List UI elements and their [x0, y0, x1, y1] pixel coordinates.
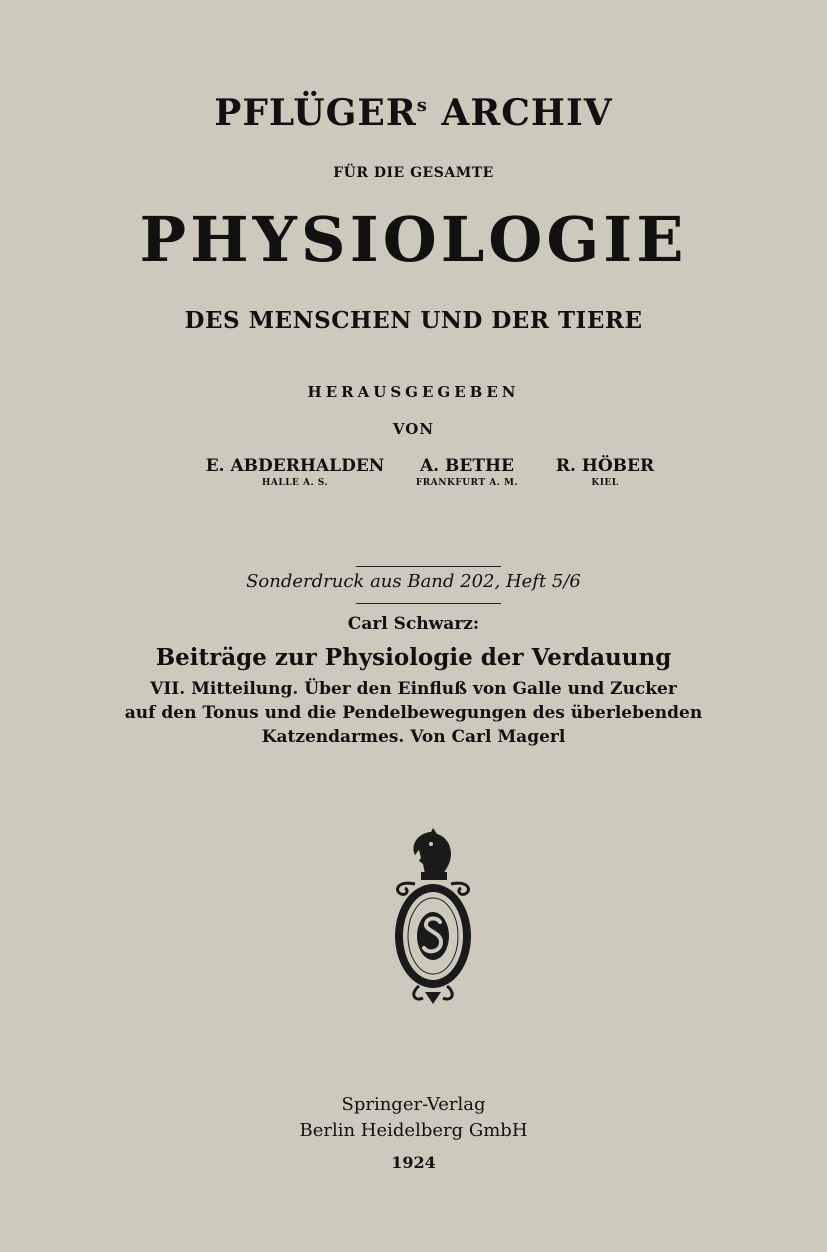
article-subtitle-line: auf den Tonus und die Pendelbewegungen des überlebenden — [124, 703, 703, 723]
edited-by: VON — [392, 420, 435, 438]
journal-subject: PHYSIOLOGIE — [139, 203, 688, 276]
journal-for-line: FÜR DIE GESAMTE — [333, 165, 494, 181]
article-subtitle-line: Katzendarmes. Von Carl Magerl — [261, 727, 566, 747]
article-subtitle-line: VII. Mitteilung. Über den Einfluß von Galle und Zucker — [150, 679, 677, 699]
editor-place: KIEL — [591, 478, 619, 488]
editor-name: R. HÖBER — [555, 456, 655, 476]
editor-name: A. BETHE — [419, 456, 515, 476]
journal-title: PFLÜGER$^s$ ARCHIV — [214, 92, 613, 134]
editor-name: E. ABDERHALDEN — [205, 456, 385, 476]
offprint-note: Sonderdruck aus Band 202, Heft 5/6 — [246, 571, 581, 592]
editor — [397, 456, 537, 488]
divider — [356, 603, 501, 604]
publisher-location: Berlin Heidelberg GmbH — [299, 1120, 528, 1141]
publisher-name: Springer-Verlag — [341, 1094, 486, 1115]
article-series-title: Beiträge zur Physiologie der Verdauung — [155, 644, 672, 671]
editor-place: FRANKFURT A. M. — [415, 478, 519, 488]
divider — [356, 566, 501, 567]
article-author: Carl Schwarz: — [347, 614, 480, 634]
editor — [540, 456, 670, 488]
editor-place: HALLE A. S. — [261, 478, 329, 488]
springer-horse-head-emblem-icon — [385, 828, 481, 1008]
editor-list — [195, 456, 675, 496]
journal-scope: DES MENSCHEN UND DER TIERE — [184, 307, 643, 334]
edited-label: HERAUSGEGEBEN — [307, 383, 520, 401]
publication-year: 1924 — [391, 1153, 436, 1172]
editor — [195, 456, 395, 488]
